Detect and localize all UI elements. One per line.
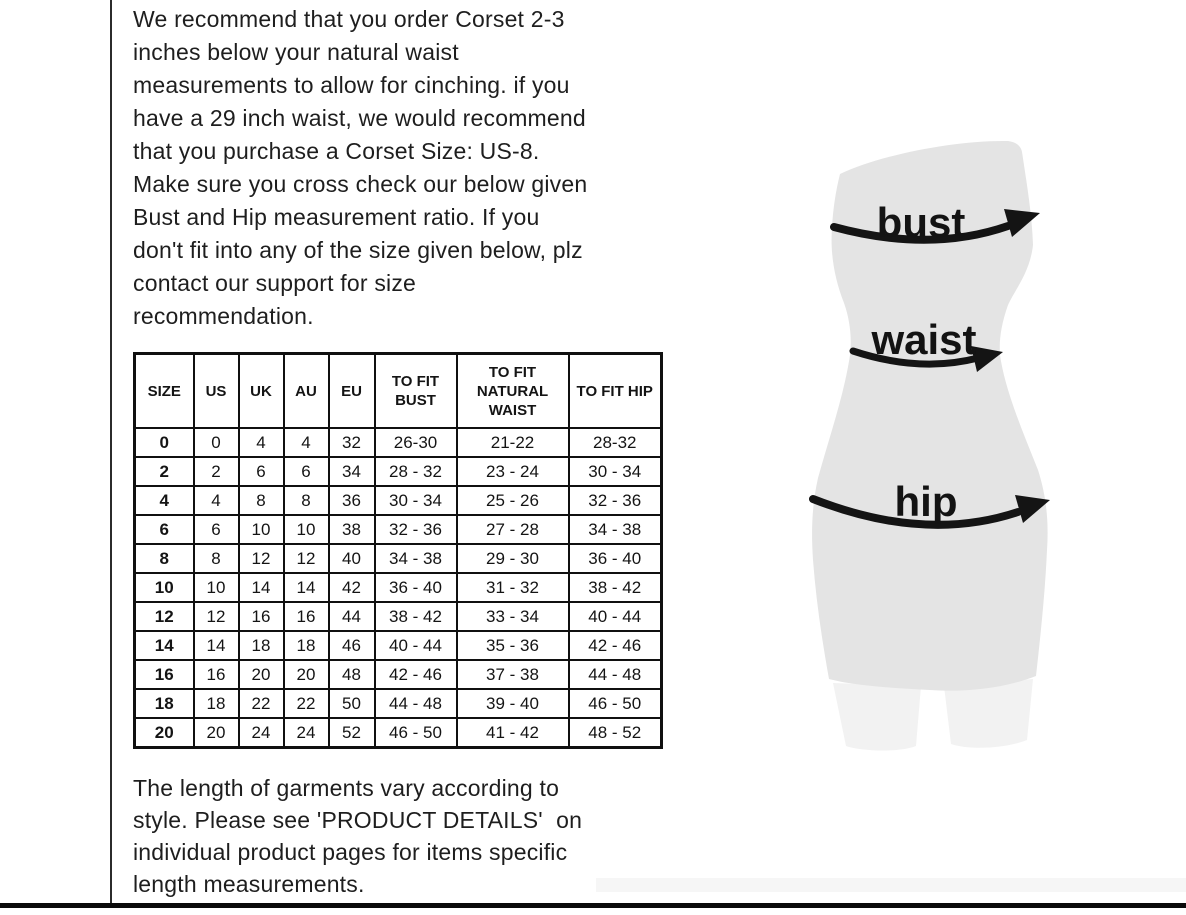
table-row: [135, 631, 662, 660]
table-cell: 8: [239, 486, 284, 515]
left-vertical-rule: [110, 0, 112, 904]
table-cell: 32 - 36: [375, 515, 457, 544]
table-cell: 23 - 24: [457, 457, 569, 486]
intro-paragraph: [133, 3, 698, 333]
table-cell: 2: [135, 457, 194, 486]
table-cell: 28 - 32: [375, 457, 457, 486]
size-chart-header-row: [135, 354, 662, 429]
table-cell: 18: [284, 631, 329, 660]
table-cell: 0: [135, 428, 194, 457]
text-line: individual product pages for items specific: [133, 839, 568, 865]
table-cell: 21-22: [457, 428, 569, 457]
column-header: US: [194, 354, 239, 429]
table-cell: 36 - 40: [375, 573, 457, 602]
table-cell: 6: [284, 457, 329, 486]
text-line: length measurements.: [133, 871, 365, 897]
text-line: inches below your natural waist: [133, 39, 459, 65]
table-cell: 34: [329, 457, 375, 486]
table-cell: 14: [239, 573, 284, 602]
table-cell: 34 - 38: [375, 544, 457, 573]
text-line: The length of garments vary according to: [133, 775, 560, 801]
table-cell: 4: [135, 486, 194, 515]
table-cell: 20: [239, 660, 284, 689]
table-cell: 52: [329, 718, 375, 748]
table-cell: 48 - 52: [569, 718, 662, 748]
table-cell: 22: [284, 689, 329, 718]
table-cell: 16: [239, 602, 284, 631]
text-line: recommendation.: [133, 303, 314, 329]
table-cell: 33 - 34: [457, 602, 569, 631]
table-cell: 16: [194, 660, 239, 689]
table-cell: 28-32: [569, 428, 662, 457]
table-cell: 42: [329, 573, 375, 602]
table-row: [135, 573, 662, 602]
table-cell: 31 - 32: [457, 573, 569, 602]
table-cell: 6: [135, 515, 194, 544]
table-cell: 12: [135, 602, 194, 631]
table-cell: 27 - 28: [457, 515, 569, 544]
text-line: contact our support for size: [133, 270, 417, 296]
table-cell: 40 - 44: [569, 602, 662, 631]
table-row: [135, 428, 662, 457]
table-cell: 38: [329, 515, 375, 544]
table-row: [135, 457, 662, 486]
table-cell: 18: [135, 689, 194, 718]
table-cell: 42 - 46: [569, 631, 662, 660]
table-row: [135, 544, 662, 573]
hip-label: hip: [894, 478, 958, 525]
table-cell: 12: [284, 544, 329, 573]
table-cell: 10: [239, 515, 284, 544]
waist-label: waist: [871, 316, 977, 363]
table-cell: 30 - 34: [569, 457, 662, 486]
table-cell: 10: [284, 515, 329, 544]
table-cell: 12: [194, 602, 239, 631]
table-cell: 50: [329, 689, 375, 718]
table-cell: 0: [194, 428, 239, 457]
body-measurement-figure: [780, 100, 1180, 800]
table-cell: 8: [135, 544, 194, 573]
table-cell: 16: [135, 660, 194, 689]
table-cell: 37 - 38: [457, 660, 569, 689]
table-cell: 40: [329, 544, 375, 573]
table-cell: 32: [329, 428, 375, 457]
table-cell: 18: [194, 689, 239, 718]
table-cell: 46: [329, 631, 375, 660]
table-cell: 4: [194, 486, 239, 515]
table-row: [135, 718, 662, 748]
text-line: measurements to allow for cinching. if you: [133, 72, 570, 98]
table-cell: 46 - 50: [375, 718, 457, 748]
table-cell: 2: [194, 457, 239, 486]
column-header: UK: [239, 354, 284, 429]
text-line: style. Please see 'PRODUCT DETAILS' on: [133, 807, 583, 833]
text-line: have a 29 inch waist, we would recommend: [133, 105, 586, 131]
table-cell: 29 - 30: [457, 544, 569, 573]
table-cell: 10: [194, 573, 239, 602]
table-cell: 14: [135, 631, 194, 660]
table-cell: 20: [284, 660, 329, 689]
table-row: [135, 660, 662, 689]
table-cell: 12: [239, 544, 284, 573]
size-chart-table: [133, 352, 663, 749]
table-cell: 36 - 40: [569, 544, 662, 573]
column-header: SIZE: [135, 354, 194, 429]
column-header: EU: [329, 354, 375, 429]
table-cell: 39 - 40: [457, 689, 569, 718]
table-cell: 14: [284, 573, 329, 602]
table-row: [135, 689, 662, 718]
table-cell: 20: [135, 718, 194, 748]
table-cell: 16: [284, 602, 329, 631]
text-line: don't fit into any of the size given below, plz: [133, 237, 583, 263]
table-cell: 46 - 50: [569, 689, 662, 718]
table-cell: 10: [135, 573, 194, 602]
table-cell: 6: [239, 457, 284, 486]
table-cell: 6: [194, 515, 239, 544]
column-header: AU: [284, 354, 329, 429]
bust-label: bust: [876, 199, 966, 246]
table-row: [135, 486, 662, 515]
table-cell: 18: [239, 631, 284, 660]
text-line: We recommend that you order Corset 2-3: [133, 6, 565, 32]
table-cell: 4: [239, 428, 284, 457]
column-header: TO FIT BUST: [375, 354, 457, 429]
table-cell: 36: [329, 486, 375, 515]
table-cell: 30 - 34: [375, 486, 457, 515]
table-cell: 24: [239, 718, 284, 748]
table-cell: 35 - 36: [457, 631, 569, 660]
table-cell: 34 - 38: [569, 515, 662, 544]
bottom-rule: [0, 903, 1186, 908]
table-cell: 40 - 44: [375, 631, 457, 660]
table-cell: 44 - 48: [569, 660, 662, 689]
table-cell: 44 - 48: [375, 689, 457, 718]
table-cell: 26-30: [375, 428, 457, 457]
table-cell: 38 - 42: [375, 602, 457, 631]
text-line: that you purchase a Corset Size: US-8.: [133, 138, 540, 164]
table-cell: 25 - 26: [457, 486, 569, 515]
table-cell: 4: [284, 428, 329, 457]
table-row: [135, 515, 662, 544]
table-cell: 8: [284, 486, 329, 515]
table-cell: 44: [329, 602, 375, 631]
table-cell: 48: [329, 660, 375, 689]
table-cell: 24: [284, 718, 329, 748]
scan-artifact-band: [596, 878, 1186, 892]
table-cell: 38 - 42: [569, 573, 662, 602]
size-chart-body: [135, 428, 662, 748]
table-cell: 22: [239, 689, 284, 718]
table-cell: 20: [194, 718, 239, 748]
column-header: TO FIT NATURAL WAIST: [457, 354, 569, 429]
table-cell: 41 - 42: [457, 718, 569, 748]
text-line: Make sure you cross check our below given: [133, 171, 588, 197]
table-cell: 8: [194, 544, 239, 573]
table-cell: 14: [194, 631, 239, 660]
table-cell: 42 - 46: [375, 660, 457, 689]
table-row: [135, 602, 662, 631]
table-cell: 32 - 36: [569, 486, 662, 515]
column-header: TO FIT HIP: [569, 354, 662, 429]
text-line: Bust and Hip measurement ratio. If you: [133, 204, 540, 230]
